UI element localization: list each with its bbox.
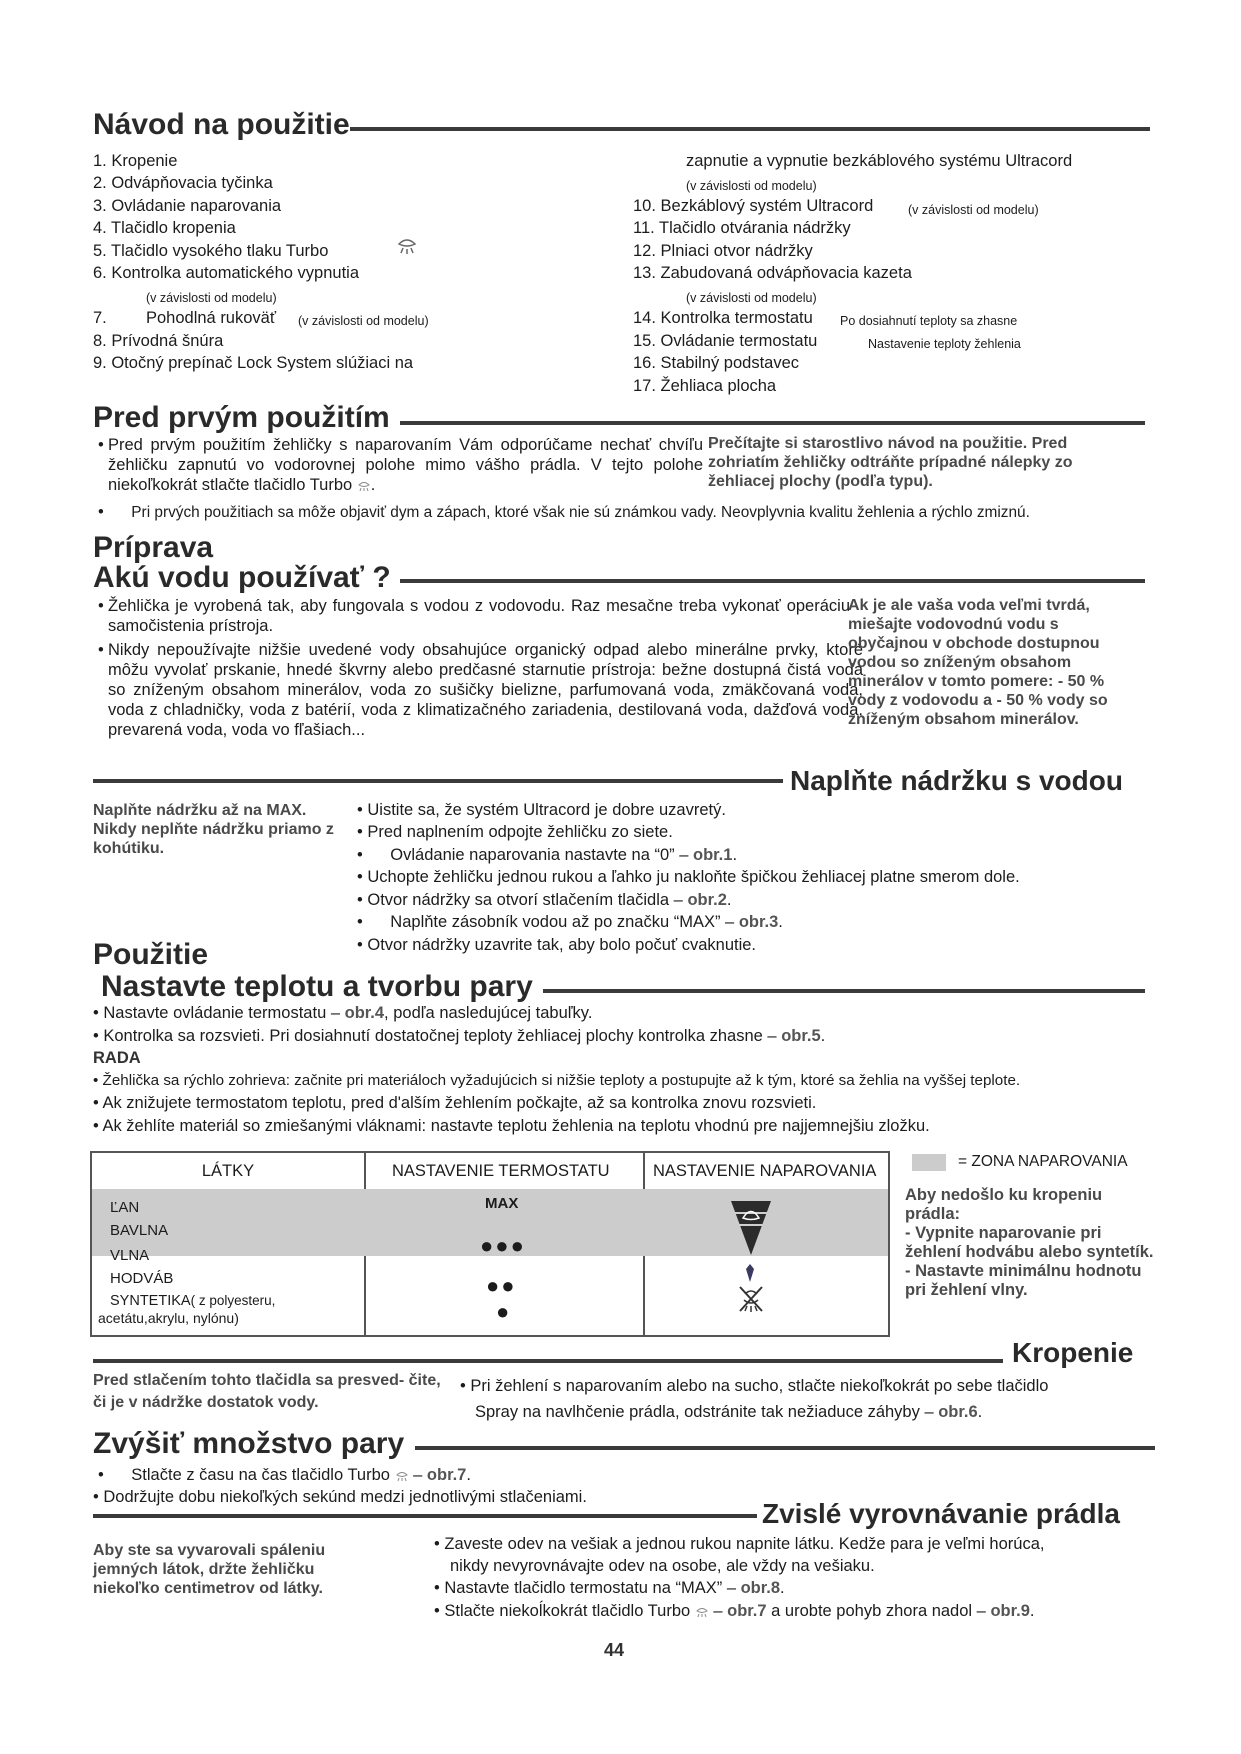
- fabric-label: SYNTETIKA( z polyesteru,: [110, 1293, 276, 1309]
- zvisle-bullet-1: • Zaveste odev na vešiak a jednou rukou napnite látku. Kedže para je veľmi horúca,: [434, 1535, 1045, 1553]
- part-item: 8. Prívodná šnúra: [93, 332, 224, 350]
- zvysit-bullet-1: • Stlačte z času na čas tlačidlo Turbo – obr.7.: [98, 1466, 471, 1484]
- part-item: 9. Otočný prepínač Lock System slúžiaci na: [93, 354, 414, 372]
- table-header-cell: NASTAVENIE NAPAROVANIA: [653, 1162, 877, 1180]
- zone-legend-label: = ZONA NAPAROVANIA: [958, 1153, 1128, 1170]
- section-title-nastavte: Nastavte teplotu a tvorbu pary: [101, 970, 533, 1003]
- section-rule: [93, 779, 783, 783]
- rada-bullet-3: • Ak žehlíte materiál so zmiešanými vláknami: nastavte teplotu žehlenia na teplotu vhodnú pre najjemnejšiu zložku.: [93, 1116, 930, 1136]
- list-item: • Naplňte zásobník vodou až po značku “MAX” – obr.3.: [357, 913, 783, 931]
- turbo-icon: [695, 1606, 709, 1618]
- voda-note: Ak je ale vaša voda veľmi tvrdá, miešajte vodovodnú vodu s obyčajnou v obchode dostupnou vodou so zníženým obsahom minerálov v tomto pomere: - 50 % vody z vodovodu a - 50 % vody so zníženým obsahom minerálov.: [848, 597, 1108, 728]
- pred-bullet-1: • Pred prvým použitím žehličky s naparovaním Vám odporúčame nechať chvíľu žehličku zapnutú vo vodorovnej polohe mimo vášho prádla. V tejto polohe niekoľkokrát stlačte tlačidlo Turbo .: [98, 436, 703, 494]
- ironing-table: [90, 1151, 890, 1337]
- part-item: 5. Tlačidlo vysokého tlaku Turbo: [93, 242, 329, 260]
- pred-text: Pred prvým použitím žehličky s naparovaním Vám odporúčame nechať chvíľu žehličku zapnutú vo vodorovnej polohe mimo vášho prádla. V tejto polohe niekoľkokrát stlačte tlačidlo Turbo: [108, 436, 703, 494]
- part-item: 16. Stabilný podstavec: [633, 354, 800, 372]
- section-rule: [543, 989, 1145, 993]
- turbo-icon: [395, 1470, 409, 1482]
- steam-min-icon: [744, 1263, 756, 1283]
- list-item: • Otvor nádržky sa otvorí stlačením tlačidla – obr.2.: [357, 891, 732, 909]
- part-item: 13. Zabudovaná odvápňovacia kazeta: [633, 264, 912, 282]
- part-item: Pohodlná rukoväť: [146, 309, 277, 327]
- section-title-navod: Návod na použitie: [93, 108, 350, 141]
- naplnte-note: Naplňte nádržku až na MAX. Nikdy neplňte nádržku priamo z kohútiku.: [93, 802, 334, 857]
- zvisle-bullet-2: • Nastavte tlačidlo termostatu na “MAX” – obr.8.: [434, 1579, 785, 1597]
- rada-bullet-2: • Ak znižujete termostatom teplotu, pred d'alším žehlením počkajte, až sa kontrolka znovu rozsvieti.: [93, 1093, 816, 1113]
- thermostat-dots-1: ●: [496, 1299, 510, 1324]
- list-item: • Uchopte žehličku jednou rukou a ľahko ju nakloňte špičkou žehliacej platne smerom dole.: [357, 867, 1020, 887]
- turbo-icon: [357, 480, 371, 492]
- part-item: 11. Tlačidlo otvárania nádržky: [633, 219, 851, 237]
- table-header: [92, 1153, 888, 1191]
- page-number: 44: [604, 1640, 625, 1660]
- table-note: Aby nedošlo ku kropeniu prádla: - Vypnite naparovanie pri žehlení hodvábu alebo syntetík. - Nastavte minimálnu hodnotu pri žehlení vlny.: [905, 1186, 1154, 1299]
- part-item: 10. Bezkáblový systém Ultracord: [633, 197, 874, 215]
- rada-label: RADA: [93, 1049, 141, 1067]
- part-item-number: 7.: [93, 309, 107, 327]
- section-rule: [93, 1359, 1003, 1363]
- section-rule: [400, 421, 1145, 425]
- thermostat-max: MAX: [485, 1195, 519, 1212]
- table-header-cell: LÁTKY: [201, 1162, 255, 1180]
- nastavte-bullet-1: • Nastavte ovládanie termostatu – obr.4, podľa nasledujúcej tabuľky.: [93, 1004, 593, 1022]
- part-item-note: (v závislosti od modelu): [298, 314, 429, 328]
- section-title-pred: Pred prvým použitím: [93, 401, 390, 434]
- section-rule: [93, 1514, 757, 1518]
- pred-note: Prečítajte si starostlivo návod na použitie. Pred zohriatím žehličky odtráňte prípadné nálepky zo žehliacej plochy (podľa typu).: [708, 435, 1073, 490]
- kropenie-bullet-cont: Spray na navlhčenie prádla, odstránite tak nežiaduce záhyby – obr.6.: [475, 1403, 983, 1421]
- section-title-priprava: Príprava: [93, 531, 214, 564]
- part-item: 4. Tlačidlo kropenia: [93, 219, 236, 237]
- section-rule: [350, 127, 1150, 131]
- thermostat-dots-3: ●●●: [480, 1233, 526, 1258]
- fabric-label: VLNA: [110, 1247, 150, 1264]
- kropenie-note: Pred stlačením tohto tlačidla sa presved- čite, či je v nádržke dostatok vody.: [93, 1372, 441, 1411]
- part-item: 6. Kontrolka automatického vypnutia: [93, 264, 359, 282]
- part-item-note: Nastavenie teploty žehlenia: [868, 337, 1021, 351]
- part-item: zapnutie a vypnutie bezkáblového systému Ultracord: [686, 152, 1073, 170]
- pred-bullet-2: • Pri prvých použitiach sa môže objaviť dym a zápach, ktoré však nie sú známkou vady. Neovplyvnia kvalitu žehlenia a rýchlo zmiznú.: [98, 503, 1030, 521]
- zvisle-note: Aby ste sa vyvarovali spáleniu jemných látok, držte žehličku niekoľko centimetrov od látky.: [93, 1542, 326, 1597]
- nastavte-bullet-2: • Kontrolka sa rozsvieti. Pri dosiahnutí dostatočnej teploty žehliacej plochy kontrolka zhasne – obr.5.: [93, 1027, 826, 1045]
- list-item: • Uistite sa, že systém Ultracord je dobre uzavretý.: [357, 800, 726, 820]
- part-item: 17. Žehliaca plocha: [633, 377, 777, 395]
- list-item: • Ovládanie naparovania nastavte na “0” – obr.1.: [357, 846, 738, 864]
- steam-max-icon: [729, 1197, 773, 1257]
- list-item: • Otvor nádržky uzavrite tak, aby bolo počuť cvaknutie.: [357, 935, 756, 955]
- section-rule: [415, 1446, 1155, 1450]
- zone-legend-swatch: [912, 1154, 946, 1171]
- fabric-label: HODVÁB: [110, 1270, 174, 1287]
- part-item: 3. Ovládanie naparovania: [93, 197, 282, 215]
- part-item-note: (v závislosti od modelu): [686, 179, 817, 193]
- section-title-kropenie: Kropenie: [1012, 1337, 1134, 1368]
- part-item-note: (v závislosti od modelu): [146, 291, 277, 305]
- section-title-pouzitie: Použitie: [93, 938, 209, 971]
- kropenie-bullet: • Pri žehlení s naparovaním alebo na sucho, stlačte niekoľkokrát po sebe tlačidlo: [460, 1377, 1049, 1395]
- section-title-zvisle: Zvislé vyrovnávanie prádla: [762, 1498, 1120, 1529]
- part-item-note: Po dosiahnutí teploty sa zhasne: [840, 314, 1018, 328]
- section-rule: [400, 579, 1145, 583]
- voda-bullet-1: • Žehlička je vyrobená tak, aby fungovala s vodou z vodovodu. Raz mesačne treba vykonať operáciu samočistenia prístroja.: [98, 597, 850, 635]
- zvisle-bullet-1-cont: nikdy nevyrovnávajte odev na osobe, ale vždy na vešiaku.: [450, 1557, 875, 1575]
- part-item: 15. Ovládanie termostatu: [633, 332, 818, 350]
- steam-off-icon: [737, 1284, 765, 1314]
- section-title-naplnte: Naplňte nádržku s vodou: [790, 765, 1123, 796]
- part-item-note: (v závislosti od modelu): [686, 291, 817, 305]
- part-item: 2. Odvápňovacia tyčinka: [93, 174, 273, 192]
- zvisle-bullet-3: • Stlačte niekoĺkokrát tlačidlo Turbo – obr.7 a urobte pohyb zhora nadol – obr.9.: [434, 1602, 1035, 1620]
- voda-bullet-2: • Nikdy nepoužívajte nižšie uvedené vody obsahujúce organický odpad alebo minerálne prvky, ktoré môžu vyvolať prskanie, hnedé škvrny alebo predčasné starnutie prístroja: bežne dostupná čistá voda so zníženým obsahom minerálov, voda zo sušičky bielizne, parfumovaná voda, zmäkčovaná voda, voda z chladničky, voda z batérií, voda z klimatizačného zariadenia, destilovaná voda, dažďová voda, prevarená voda, voda vo fľašiach...: [98, 641, 863, 739]
- table-header-cell: NASTAVENIE TERMOSTATU: [392, 1162, 610, 1180]
- fabric-label: acetátu,akrylu, nylónu): [98, 1310, 239, 1326]
- part-item: 1. Kropenie: [93, 152, 178, 170]
- fabric-label: ĽAN: [110, 1199, 140, 1216]
- part-item: 12. Plniaci otvor nádržky: [633, 242, 813, 260]
- thermostat-dots-2: ●●: [486, 1273, 517, 1298]
- list-item: • Pred naplnením odpojte žehličku zo siete.: [357, 822, 673, 842]
- fabric-label: BAVLNA: [110, 1222, 169, 1239]
- rada-bullet-1: • Žehlička sa rýchlo zohrieva: začnite pri materiáloch vyžadujúcich si nižšie teploty a postupujte až k tým, ktoré sa žehlia na vyššej teplote.: [93, 1072, 1021, 1089]
- part-item-note: (v závislosti od modelu): [908, 203, 1039, 217]
- part-item: 14. Kontrolka termostatu: [633, 309, 813, 327]
- section-title-aku-vodu: Akú vodu používať ?: [93, 561, 391, 594]
- turbo-icon: [396, 236, 418, 256]
- section-title-zvysit: Zvýšiť množstvo pary: [93, 1427, 405, 1460]
- zvysit-bullet-2: • Dodržujte dobu niekoľkých sekúnd medzi jednotlivými stlačeniami.: [93, 1487, 587, 1507]
